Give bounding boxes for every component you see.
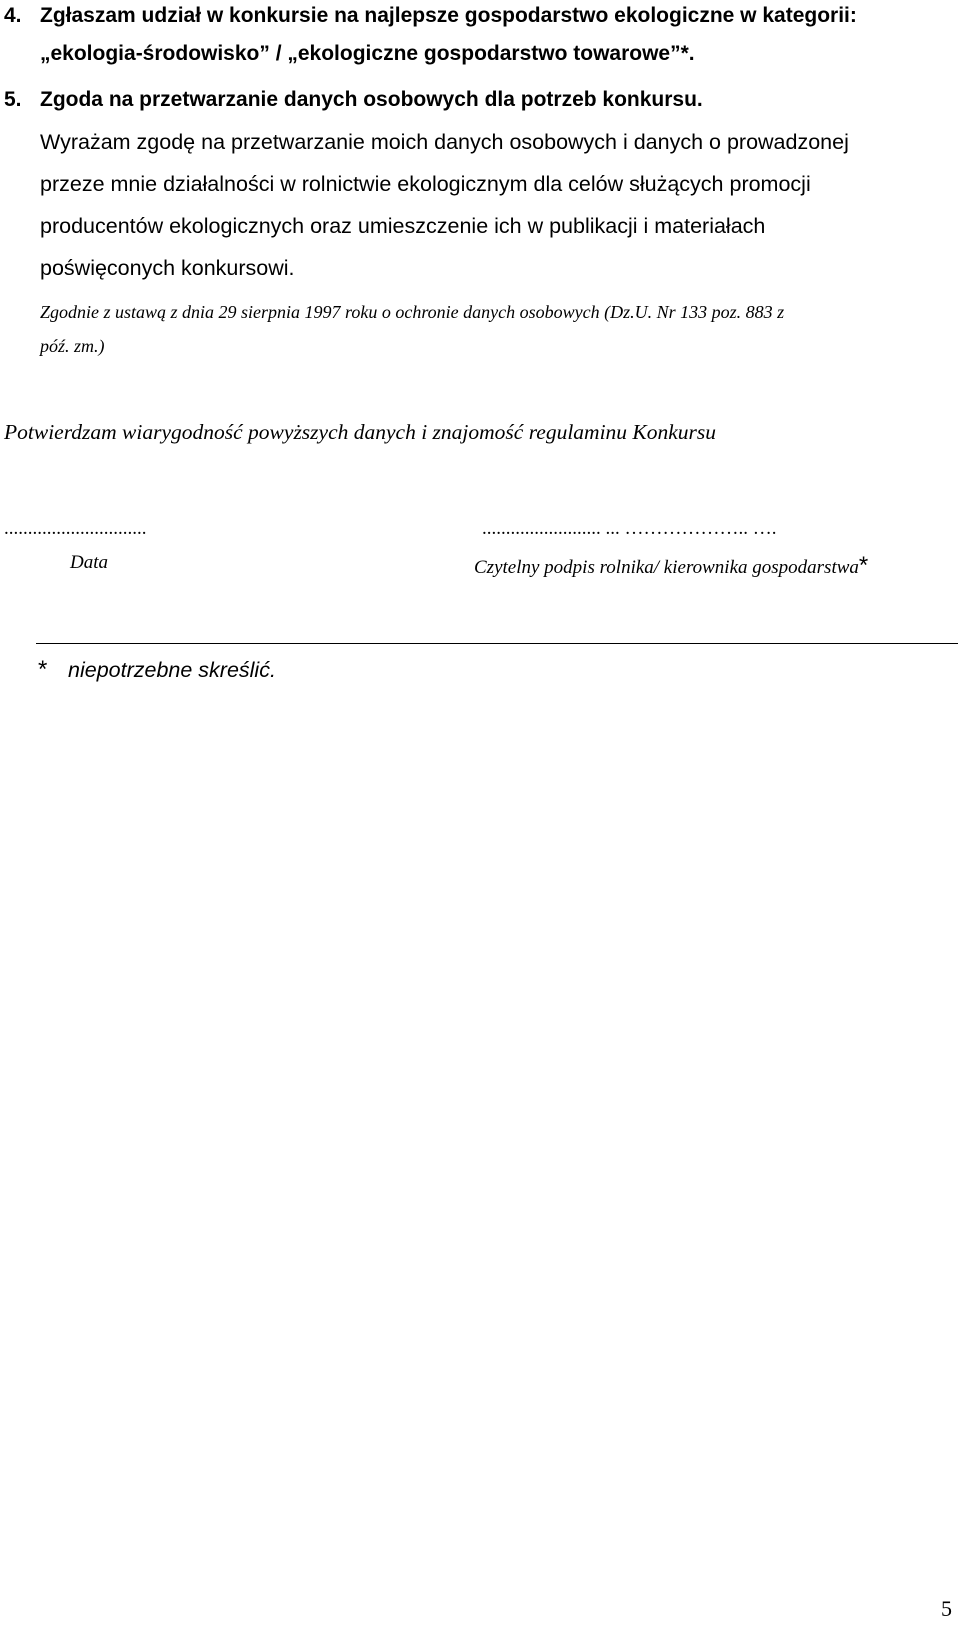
section-5-heading: Zgoda na przetwarzanie danych osobowych dla potrzeb konkursu.: [40, 88, 703, 111]
page-number: 5: [941, 1596, 952, 1621]
consent-line-3: producentów ekologicznych oraz umieszczenie ich w publikacji i materiałach: [40, 214, 766, 238]
signature-dotted-line: ......................... ... ……………….. ….: [482, 518, 777, 539]
footnote-asterisk: *: [38, 656, 48, 683]
date-label: Data: [70, 552, 108, 573]
date-dotted-line: ..............................: [4, 518, 147, 539]
consent-line-2: przeze mnie działalności w rolnictwie ekologicznym dla celów służących promocji: [40, 172, 811, 196]
signature-asterisk: *: [858, 552, 869, 579]
legal-line-2: póź. zm.): [40, 336, 105, 356]
footnote-text: niepotrzebne skreślić.: [68, 658, 276, 682]
section-4-line-2: „ekologia-środowisko” / „ekologiczne gospodarstwo towarowe”*.: [40, 42, 695, 65]
consent-line-4: poświęconych konkursowi.: [40, 256, 295, 280]
section-5-number: 5.: [4, 88, 22, 111]
confirmation-statement: Potwierdzam wiarygodność powyższych danych i znajomość regulaminu Konkursu: [4, 420, 717, 444]
section-4-number: 4.: [4, 4, 22, 27]
consent-line-1: Wyrażam zgodę na przetwarzanie moich danych osobowych i danych o prowadzonej: [40, 130, 849, 154]
signature-label-text: Czytelny podpis rolnika/ kierownika gospodarstwa: [474, 557, 859, 578]
signature-label: [474, 552, 868, 580]
legal-line-1: Zgodnie z ustawą z dnia 29 sierpnia 1997 roku o ochronie danych osobowych (Dz.U. Nr 133 poz. 883 z: [40, 302, 785, 322]
footnote-divider: [36, 643, 958, 644]
section-4-line-1: Zgłaszam udział w konkursie na najlepsze gospodarstwo ekologiczne w kategorii:: [40, 4, 857, 27]
